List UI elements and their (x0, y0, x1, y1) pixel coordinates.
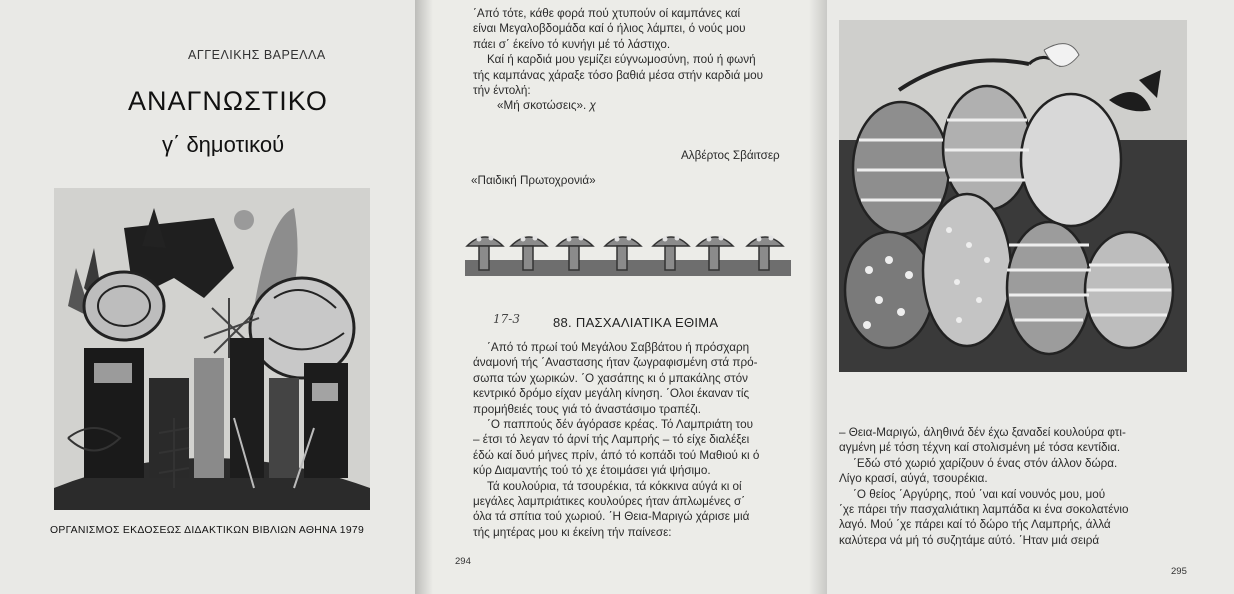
text-line: – Θεια-Μαριγώ, άληθινά δέν έχω ξαναδεί κουλούρα φτι- (839, 426, 1126, 439)
text-line: τής καμπάνας χάραξε τόσο βαθιά μέσα στήν καρδιά μου (473, 68, 764, 82)
easter-eggs-illustration (839, 20, 1187, 372)
text-line: προμήθειές τους γιά τό άναστάσιμο τραπέζι. (473, 402, 702, 416)
text-line: καλύτερα νά μή τό συζητάμε αύτό. ΄Ηταν μιά σειρά (839, 533, 1100, 547)
text-line: λαγό. Μού ΄χε πάρει καί τό δώρο τής Λαμπρής, άλλά (839, 518, 1111, 532)
text-line: ΄Ο παππούς δέν άγόρασε κρέας. Τό Λαμπριάτη του (487, 418, 754, 432)
text-line: τής μητέρας μου κι έκείνη τήν παίνεσε: (473, 525, 672, 539)
handwritten-mark: χ (589, 99, 596, 113)
text-line: είναι Μεγαλοβδομάδα καί ό ήλιος λάμπει, ό νούς μου (473, 22, 746, 36)
text-line: τήν έντολή: (473, 84, 531, 98)
cover-publisher: ΟΡΓΑΝΙΣΜΟΣ ΕΚΔΟΣΕΩΣ ΔΙΔΑΚΤΙΚΩΝ ΒΙΒΛΙΩΝ ΑΘΗΝΑ 1979 (50, 525, 365, 536)
book-cover (0, 0, 415, 594)
text-line: ΄Εδώ στό χωριό χαρίζουν ό ένας στόν άλλον δώρα. (853, 456, 1118, 470)
page-gutter (415, 0, 433, 594)
text-line: μεγάλες λαμπριάτικες κουλούρες ήταν άπλωμένες σ΄ (473, 495, 746, 509)
page-number: 294 (455, 556, 471, 567)
text-line: σωπα τών χωρικών. ΄Ο χασάπης κι ό μπακάλης στόν (473, 371, 748, 385)
text-line: έδώ καί δυό μήνες πρίν, άπό τό κοπάδι τού Μαθιού κι ό (473, 448, 760, 462)
quote-author: Αλβέρτος Σβάιτσερ (681, 149, 780, 162)
text-line: ΄χε πάρει τήν πασχαλιάτικη λαμπάδα κι ένα σοκολατένιο (839, 503, 1129, 517)
page294-top-text (473, 6, 791, 114)
text-line: άναμονή τής ΄Αναστασης ήταν ζωγραφισμένη στά πρό- (473, 356, 758, 370)
quote-text: «Μή σκοτώσεις». (497, 99, 587, 113)
page-gutter (809, 0, 827, 594)
book-page-295 (827, 0, 1234, 594)
handwritten-margin-note: 17-3 (493, 312, 520, 326)
mushroom-border-illustration (465, 228, 791, 280)
text-line: ΄Από τότε, κάθε φορά πού χτυπούν οί καμπάνες καί (473, 7, 741, 20)
text-line: πάει σ΄ έκείνο τό κυνήγι μέ τό λάστιχο. (473, 37, 671, 51)
text-line: Τά κουλούρια, τά τσουρέκια, τά κόκκινα αύγά κι οί (487, 479, 742, 493)
text-line: ΄Από τό πρωί τού Μεγάλου Σαββάτου ή πρόσχαρη (487, 341, 750, 354)
page294-body-text (473, 340, 791, 540)
text-line: κεντρικό δρόμο είχαν μεγάλη κίνηση. ΄Ολοι έκαναν τίς (473, 387, 750, 401)
book-page-294 (415, 0, 827, 594)
cover-subtitle: γ΄ δημοτικού (162, 132, 285, 157)
text-line: – έτσι τό λεγαν τό άρνί τής Λαμπρής – τό είχε διαλέξει (473, 433, 750, 447)
page-number: 295 (1171, 566, 1187, 577)
text-line: ΄Ο θείος ΄Αργύρης, πού ΄ναι καί νουνός μου, μού (853, 487, 1106, 501)
quote-line (473, 98, 791, 113)
text-line: Καί ή καρδιά μου γεμίζει εύγνωμοσύνη, πού ή φωνή (487, 53, 756, 67)
cover-title: ΑΝΑΓΝΩΣΤΙΚΟ (128, 86, 328, 116)
quote-source: «Παιδική Πρωτοχρονιά» (471, 174, 596, 187)
text-line: όλα τά σπίτια τού χωριού. ΄Η Θεια-Μαριγώ χάρισε μιά (473, 510, 750, 524)
text-line: Λίγο κρασί, αύγά, τσουρέκια. (839, 472, 988, 486)
cover-author: ΑΓΓΕΛΙΚΗΣ ΒΑΡΕΛΛΑ (188, 48, 326, 62)
chapter-heading: 88. ΠΑΣΧΑΛΙΑΤΙΚΑ ΕΘΙΜΑ (553, 315, 719, 330)
page295-body-text (839, 425, 1189, 548)
cover-illustration (54, 188, 370, 510)
text-line: κύρ Διαμαντής τού τό χε έτοιμάσει γιά ψήσιμο. (473, 464, 711, 478)
text-line: αγμένη μέ τόση τέχνη καί στολισμένη μέ τόσα κεντίδια. (839, 441, 1121, 455)
